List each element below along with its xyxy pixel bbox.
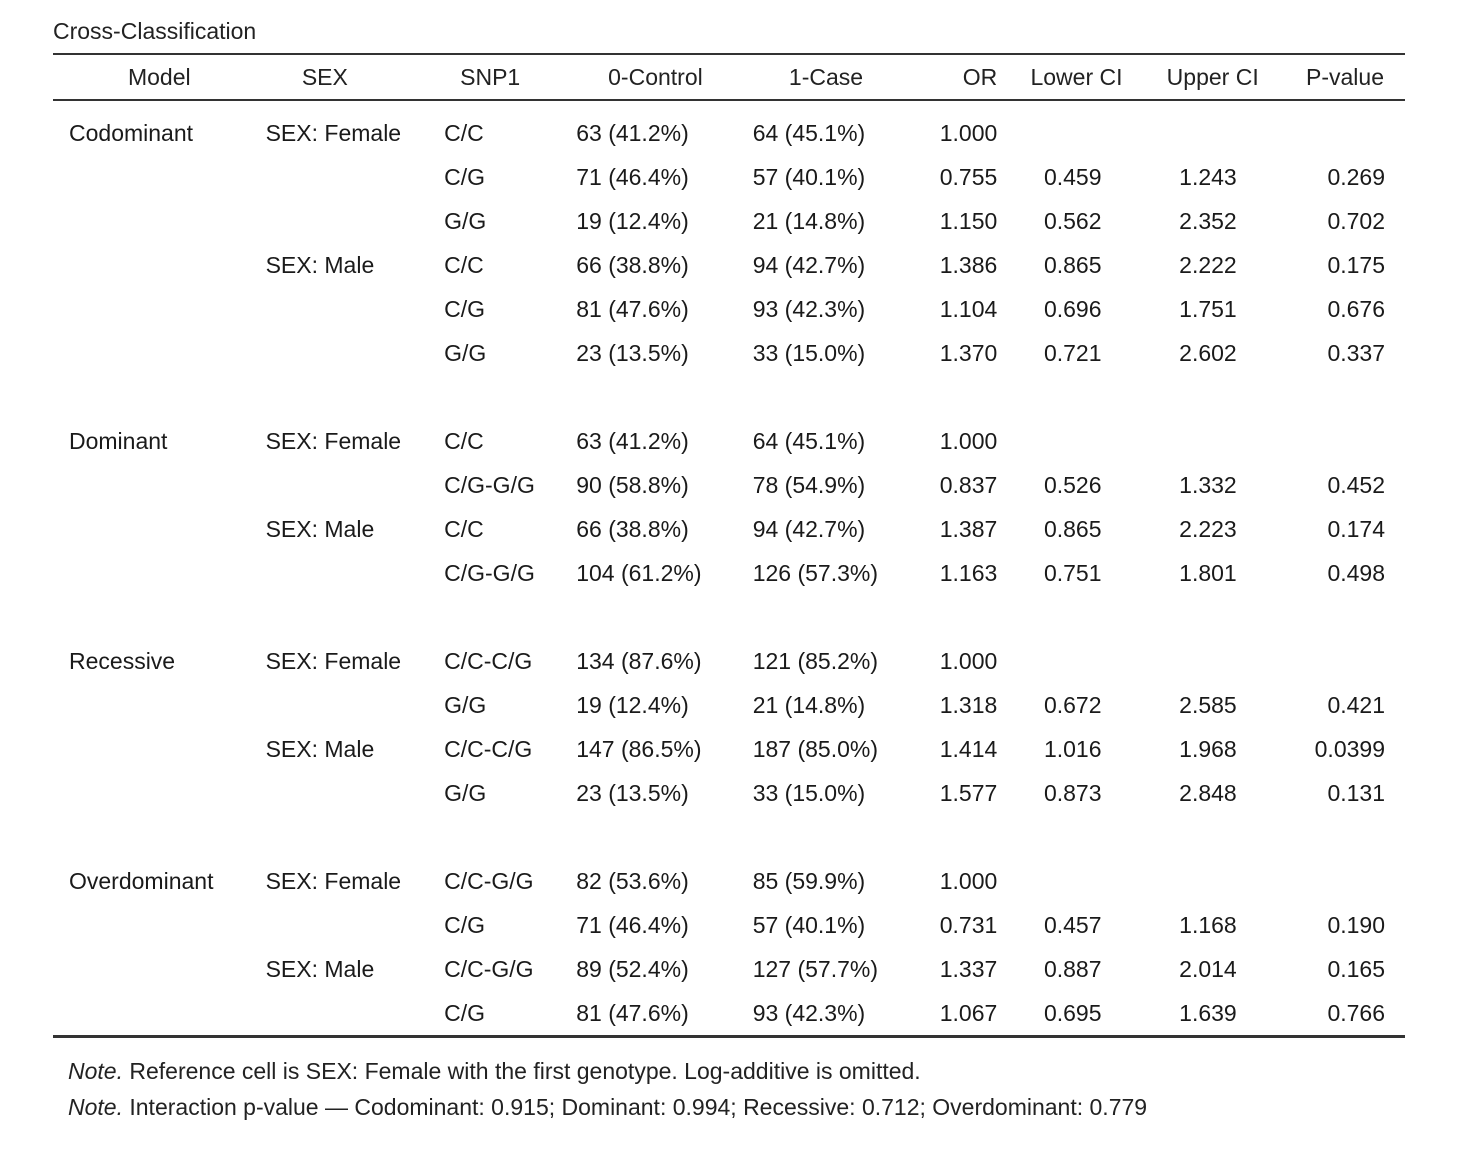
table-row [53,287,1405,331]
cell-upper-ci: 2.585 [1179,691,1237,718]
cell-upper-ci: 1.332 [1179,471,1237,498]
cell-or: 1.000 [939,867,998,894]
cell-snp1: C/C [444,251,484,278]
cell-sex [266,287,445,331]
cell-lower-ci: 0.865 [1043,251,1102,278]
cell-p-value [1270,859,1405,903]
cell-lower-ci: 0.457 [1043,911,1102,938]
cell-snp1: C/C [444,119,484,146]
header-row [53,54,1405,100]
cell-case: 94 (42.7%) [752,515,866,542]
cell-lower-ci: 1.016 [1043,735,1102,762]
cell-sex [266,771,445,815]
cell-lower-ci: 0.696 [1043,295,1102,322]
cell-model [53,947,266,991]
cell-model [53,243,266,287]
cell-sex [266,331,445,375]
cell-or: 1.163 [939,559,998,586]
cell-snp1: C/C-C/G [444,735,533,762]
cell-upper-ci: 2.352 [1179,207,1237,234]
cell-control: 23 (13.5%) [576,779,689,806]
cell-lower-ci [997,419,1133,463]
cell-or: 1.000 [939,427,998,454]
cell-p-value: 0.175 [1327,251,1385,278]
cross-classification-table-container [53,53,1405,1038]
cell-sex [266,463,445,507]
cell-case: 21 (14.8%) [752,691,866,718]
table-row [53,683,1405,727]
cell-lower-ci [997,859,1133,903]
cell-snp1: C/G [444,911,486,938]
table-row [53,507,1405,551]
cell-upper-ci: 1.751 [1179,295,1237,322]
table-row [53,331,1405,375]
table-row [53,419,1405,463]
cell-control: 147 (86.5%) [576,735,702,762]
cell-p-value: 0.190 [1327,911,1385,938]
table-row [53,155,1405,199]
cell-control: 90 (58.8%) [576,471,689,498]
cell-case: 187 (85.0%) [752,735,878,762]
cell-snp1: G/G [444,691,487,718]
header-snp1: SNP1 [444,54,576,100]
cell-control: 104 (61.2%) [576,559,702,586]
cell-control: 134 (87.6%) [576,647,702,674]
cell-case: 93 (42.3%) [753,991,934,1037]
cell-sex: SEX: Female [265,647,402,674]
header-model: Model [53,54,266,100]
cell-case: 126 (57.3%) [752,559,878,586]
cell-p-value: 0.498 [1327,559,1385,586]
cell-snp1: C/C [444,427,484,454]
cell-control: 71 (46.4%) [576,163,689,190]
cell-case: 64 (45.1%) [752,427,866,454]
cell-upper-ci [1134,639,1270,683]
cell-model [53,771,266,815]
header-control: 0-Control [576,54,752,100]
cell-sex [266,551,445,595]
cell-or: 1.067 [933,991,997,1037]
cell-control: 63 (41.2%) [576,119,689,146]
cell-upper-ci: 2.848 [1179,779,1237,806]
cell-lower-ci [997,111,1133,155]
cell-control: 82 (53.6%) [576,867,689,894]
cell-upper-ci: 2.602 [1179,339,1237,366]
cell-sex [266,903,445,947]
cell-sex [266,683,445,727]
cell-upper-ci: 1.168 [1179,911,1237,938]
cell-sex [266,991,445,1037]
cell-sex: SEX: Male [265,251,375,278]
group-spacer-row [53,595,1405,639]
cell-snp1: C/G-G/G [444,559,535,586]
spacer-cell [53,595,1405,639]
table-row [53,199,1405,243]
note-label: Note. [68,1094,123,1120]
note-reference [68,1053,1147,1089]
cell-model [53,199,266,243]
cell-sex: SEX: Female [265,867,402,894]
cell-model [53,287,266,331]
cell-model [53,551,266,595]
cell-sex: SEX: Male [265,955,375,982]
cross-classification-table [53,53,1405,1038]
cell-lower-ci: 0.751 [1043,559,1102,586]
cell-p-value: 0.421 [1327,691,1385,718]
cell-lower-ci: 0.526 [1043,471,1102,498]
cell-upper-ci: 2.222 [1179,251,1237,278]
cell-control: 89 (52.4%) [576,955,689,982]
group-spacer-row [53,815,1405,859]
note-interaction [68,1089,1147,1125]
table-row [53,551,1405,595]
cell-lower-ci: 0.887 [1043,955,1102,982]
cell-or: 1.150 [939,207,998,234]
cell-upper-ci: 1.639 [1134,991,1270,1037]
cell-snp1: C/C-G/G [444,955,534,982]
header-or: OR [933,54,997,100]
cell-snp1: C/G [444,163,486,190]
cell-p-value: 0.165 [1327,955,1385,982]
cell-p-value [1270,639,1405,683]
cell-lower-ci: 0.865 [1043,515,1102,542]
note-text: Interaction p-value — Codominant: 0.915; Dominant: 0.994; Recessive: 0.712; Overdominant: 0.779 [122,1094,1148,1120]
cell-or: 0.731 [939,911,998,938]
cell-snp1: C/C-G/G [444,867,534,894]
table-row [53,111,1405,155]
cell-snp1: G/G [444,207,487,234]
table-header [53,54,1405,100]
table-row [53,463,1405,507]
table-title: Cross-Classification [53,18,257,44]
table-row [53,859,1405,903]
cell-p-value: 0.0399 [1314,735,1385,762]
cell-lower-ci: 0.672 [1043,691,1102,718]
header-sex: SEX [266,54,445,100]
cell-upper-ci: 1.968 [1179,735,1237,762]
cell-model [53,155,266,199]
cell-lower-ci: 0.873 [1043,779,1102,806]
cell-p-value: 0.702 [1327,207,1385,234]
cell-model [53,683,266,727]
table-row [53,727,1405,771]
table-row [53,771,1405,815]
header-case: 1-Case [753,54,934,100]
cell-control: 23 (13.5%) [576,339,689,366]
cell-or: 1.414 [939,735,998,762]
cell-p-value: 0.676 [1327,295,1385,322]
cell-sex: SEX: Male [265,735,375,762]
cell-case: 127 (57.7%) [752,955,878,982]
group-spacer-row [53,375,1405,419]
cell-or: 1.577 [939,779,998,806]
cell-model [53,463,266,507]
cell-or: 1.370 [939,339,998,366]
cell-upper-ci: 1.801 [1179,559,1237,586]
note-label: Note. [68,1058,123,1084]
cell-snp1: C/G [444,991,576,1037]
cell-model [53,727,266,771]
cell-control: 19 (12.4%) [576,691,689,718]
cell-upper-ci [1134,419,1270,463]
cell-or: 1.386 [939,251,998,278]
cell-case: 57 (40.1%) [752,163,866,190]
cell-upper-ci: 2.223 [1179,515,1237,542]
cell-control: 63 (41.2%) [576,427,689,454]
note-text: Reference cell is SEX: Female with the first genotype. Log-additive is omitted. [122,1058,921,1084]
cell-p-value [1270,111,1405,155]
cell-lower-ci: 0.721 [1043,339,1102,366]
cell-control: 66 (38.8%) [576,251,689,278]
cell-or: 1.104 [939,295,998,322]
cell-sex [266,199,445,243]
cell-model [53,903,266,947]
cell-snp1: G/G [444,339,487,366]
cell-or: 1.387 [939,515,998,542]
cell-p-value: 0.766 [1270,991,1405,1037]
table-row [53,243,1405,287]
cell-case: 33 (15.0%) [752,779,866,806]
padding-cell [53,100,1405,111]
cell-control: 81 (47.6%) [576,991,752,1037]
cell-case: 121 (85.2%) [752,647,878,674]
cell-or: 0.837 [939,471,998,498]
cell-p-value: 0.174 [1327,515,1385,542]
cell-snp1: C/G-G/G [444,471,535,498]
spacer-cell [53,375,1405,419]
cell-case: 78 (54.9%) [752,471,866,498]
table-row [53,639,1405,683]
table-notes [68,1053,1147,1125]
cell-lower-ci: 0.562 [1043,207,1102,234]
cell-or: 1.000 [939,119,998,146]
cell-upper-ci: 1.243 [1179,163,1237,190]
header-upper-ci: Upper CI [1134,54,1270,100]
cell-control: 71 (46.4%) [576,911,689,938]
cell-model: Overdominant [69,867,214,894]
cell-case: 64 (45.1%) [752,119,866,146]
cell-lower-ci: 0.459 [1043,163,1102,190]
header-lower-ci: Lower CI [997,54,1133,100]
cell-snp1: G/G [444,779,487,806]
cell-snp1: C/G [444,295,486,322]
cell-p-value: 0.452 [1327,471,1385,498]
cell-model: Recessive [69,647,176,674]
cell-snp1: C/C [444,515,484,542]
cell-case: 93 (42.3%) [752,295,866,322]
cell-control: 19 (12.4%) [576,207,689,234]
cell-model: Codominant [69,119,194,146]
cell-case: 94 (42.7%) [752,251,866,278]
cell-control: 81 (47.6%) [576,295,689,322]
cell-upper-ci: 2.014 [1179,955,1237,982]
cell-p-value [1270,419,1405,463]
cell-case: 21 (14.8%) [752,207,866,234]
cell-upper-ci [1134,111,1270,155]
cell-or: 1.000 [939,647,998,674]
table-row [53,991,1405,1037]
cell-upper-ci [1134,859,1270,903]
cell-model [53,507,266,551]
cell-or: 1.337 [939,955,998,982]
table-row [53,947,1405,991]
cell-sex: SEX: Female [265,427,402,454]
cell-model [53,331,266,375]
cell-lower-ci: 0.695 [997,991,1133,1037]
cell-lower-ci [997,639,1133,683]
cell-case: 85 (59.9%) [752,867,866,894]
cell-p-value: 0.269 [1327,163,1385,190]
cell-or: 1.318 [939,691,998,718]
cell-control: 66 (38.8%) [576,515,689,542]
cell-sex: SEX: Female [265,119,402,146]
table-row [53,903,1405,947]
cell-snp1: C/C-C/G [444,647,533,674]
cell-p-value: 0.337 [1327,339,1385,366]
cell-p-value: 0.131 [1327,779,1385,806]
cell-case: 57 (40.1%) [752,911,866,938]
table-body [53,100,1405,1037]
cell-sex [266,155,445,199]
cell-or: 0.755 [939,163,998,190]
table-padding-row [53,100,1405,111]
cell-case: 33 (15.0%) [752,339,866,366]
header-p-value: P-value [1270,54,1405,100]
spacer-cell [53,815,1405,859]
cell-model [53,991,266,1037]
cell-sex: SEX: Male [265,515,375,542]
cell-model: Dominant [69,427,168,454]
